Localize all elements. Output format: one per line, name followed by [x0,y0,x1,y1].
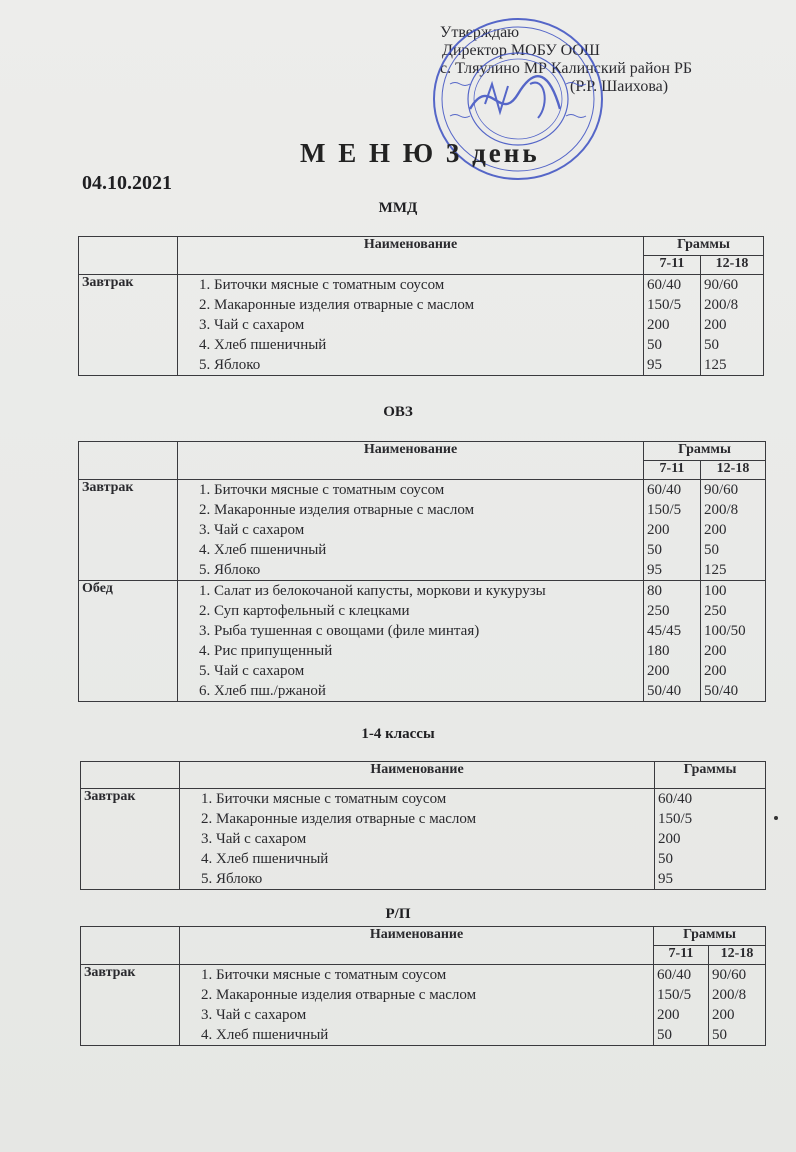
list-item: 2. Макаронные изделия отварные с маслом [214,500,640,520]
meal-items [178,581,644,702]
gram-value: 45/45 [647,623,682,639]
list-item: 6. Хлеб пш./ржаной [214,681,640,701]
gram-value: 150/5 [647,502,682,518]
list-item: 1. Салат из белокочаной капусты, моркови и кукурузы [214,581,640,601]
meal-label: Завтрак [81,965,180,1046]
gram-value: 200 [704,522,727,538]
approval-line-3: с. Тляулино МР Калинский район РБ [440,60,693,77]
grams-7-11 [644,581,701,702]
column-header-grams: Граммы [654,927,766,946]
column-header-age-12-18: 12-18 [709,946,766,965]
table-corner-cell [81,927,180,965]
list-item: 3. Рыба тушенная с овощами (филе минтая) [214,621,640,641]
gram-value: 200 [704,317,727,333]
gram-value: 50 [657,1027,672,1043]
menu-table-grades-1-4 [80,761,766,890]
gram-value: 200/8 [704,502,739,518]
meal-items [178,480,644,581]
grams-12-18 [701,581,766,702]
gram-value: 200 [647,663,670,679]
approval-line-2: Директор МОБУ ООШ [442,42,600,59]
section-title-grades-1-4: 1-4 классы [361,726,435,742]
grams-values [655,789,766,890]
gram-value: 60/40 [657,967,692,983]
gram-value: 100/50 [704,623,746,639]
table-row [79,581,766,702]
gram-value: 125 [704,357,727,373]
gram-value: 95 [658,871,673,887]
meal-label: Завтрак [79,480,178,581]
list-item: 4. Хлеб пшеничный [214,540,640,560]
table-row [79,480,766,581]
grams-7-11 [644,275,701,376]
gram-value: 95 [647,562,662,578]
meal-items [178,275,644,376]
column-header-name: Наименование [180,762,655,789]
gram-value: 150/5 [657,987,692,1003]
gram-value: 150/5 [658,811,693,827]
gram-value: 200/8 [704,297,739,313]
gram-value: 180 [647,643,670,659]
list-item: 3. Чай с сахаром [216,829,651,849]
column-header-age-7-11: 7-11 [644,461,701,480]
gram-value: 60/40 [647,277,682,293]
list-item: 5. Яблоко [216,869,651,889]
gram-value: 150/5 [647,297,682,313]
approval-line-1: Утверждаю [440,24,520,41]
menu-table-mmd [78,236,764,376]
gram-value: 250 [647,603,670,619]
section-title-mmd: ММД [378,200,418,216]
list-item: 2. Макаронные изделия отварные с маслом [216,809,651,829]
column-header-name: Наименование [178,442,644,480]
menu-table-ovz [78,441,766,702]
gram-value: 200 [658,831,681,847]
gram-value: 50 [704,542,719,558]
list-item: 2. Макаронные изделия отварные с маслом [216,985,650,1005]
gram-value: 60/40 [647,482,682,498]
grams-12-18 [701,480,766,581]
gram-value: 200 [704,643,727,659]
table-corner-cell [79,442,178,480]
column-header-age-7-11: 7-11 [654,946,709,965]
column-header-grams: Граммы [644,442,766,461]
gram-value: 50 [647,542,662,558]
list-item: 4. Хлеб пшеничный [214,335,640,355]
gram-value: 200 [712,1007,735,1023]
section-title-ovz: ОВЗ [383,404,413,420]
column-header-grams: Граммы [655,762,766,789]
list-item: 3. Чай с сахаром [214,315,640,335]
list-item: 4. Хлеб пшеничный [216,1025,650,1045]
list-item: 4. Хлеб пшеничный [216,849,651,869]
grams-12-18 [701,275,764,376]
gram-value: 250 [704,603,727,619]
list-item: 1. Биточки мясные с томатным соусом [216,789,651,809]
section-title-rp: Р/П [385,906,411,922]
list-item: 4. Рис припущенный [214,641,640,661]
list-item: 1. Биточки мясные с томатным соусом [216,965,650,985]
column-header-grams: Граммы [644,237,764,256]
column-header-name: Наименование [178,237,644,275]
paper-speck [774,816,778,820]
list-item: 1. Биточки мясные с томатным соусом [214,480,640,500]
grams-12-18 [709,965,766,1046]
meal-label: Обед [79,581,178,702]
table-corner-cell [81,762,180,789]
gram-value: 200 [647,522,670,538]
gram-value: 50 [712,1027,727,1043]
list-item: 3. Чай с сахаром [216,1005,650,1025]
grams-7-11 [644,480,701,581]
approval-line-4: (Р.Р. Шаихова) [570,78,669,95]
gram-value: 200 [647,317,670,333]
table-row [81,789,766,890]
gram-value: 95 [647,357,662,373]
table-row [81,965,766,1046]
list-item: 2. Суп картофельный с клецками [214,601,640,621]
gram-value: 125 [704,562,727,578]
list-item: 5. Яблоко [214,355,640,375]
gram-value: 50/40 [647,683,682,699]
meal-items [180,965,654,1046]
gram-value: 200 [657,1007,680,1023]
column-header-age-12-18: 12-18 [701,461,766,480]
list-item: 1. Биточки мясные с томатным соусом [214,275,640,295]
meal-label: Завтрак [79,275,178,376]
grams-7-11 [654,965,709,1046]
gram-value: 50 [658,851,673,867]
gram-value: 200/8 [712,987,747,1003]
meal-label: Завтрак [81,789,180,890]
table-row [79,275,764,376]
list-item: 2. Макаронные изделия отварные с маслом [214,295,640,315]
list-item: 5. Яблоко [214,560,640,580]
table-corner-cell [79,237,178,275]
gram-value: 90/60 [704,482,739,498]
gram-value: 100 [704,583,727,599]
list-item: 3. Чай с сахаром [214,520,640,540]
column-header-age-7-11: 7-11 [644,256,701,275]
menu-table-rp [80,926,766,1046]
page-title: М Е Н Ю 3 день [300,138,540,168]
list-item: 5. Чай с сахаром [214,661,640,681]
gram-value: 90/60 [712,967,747,983]
gram-value: 200 [704,663,727,679]
gram-value: 90/60 [704,277,739,293]
column-header-name: Наименование [180,927,654,965]
gram-value: 50/40 [704,683,739,699]
meal-items [180,789,655,890]
gram-value: 80 [647,583,662,599]
gram-value: 50 [647,337,662,353]
gram-value: 50 [704,337,719,353]
column-header-age-12-18: 12-18 [701,256,764,275]
gram-value: 60/40 [658,791,693,807]
menu-date: 04.10.2021 [82,172,172,194]
